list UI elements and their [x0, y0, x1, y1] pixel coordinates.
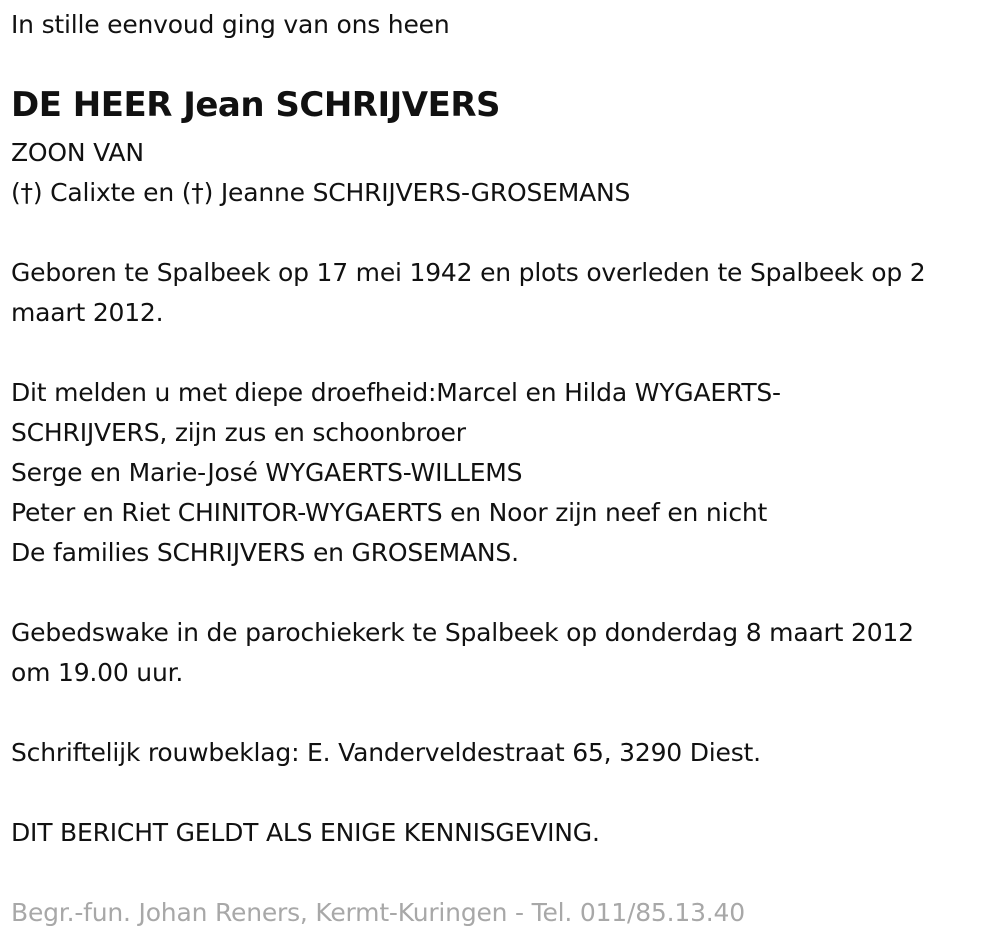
wake-line-1: Gebedswake in de parochiekerk te Spalbeek op donderdag 8 maart 2012 — [11, 618, 914, 647]
birth-death-line-2: maart 2012. — [11, 298, 164, 327]
announcers-line-3: Serge en Marie-José WYGAERTS-WILLEMS — [11, 458, 523, 487]
funeral-home-footer: Begr.-fun. Johan Reners, Kermt-Kuringen - Tel. 011/85.13.40 — [11, 898, 745, 927]
announcers-line-2: SCHRIJVERS, zijn zus en schoonbroer — [11, 418, 466, 447]
birth-death-line-1: Geboren te Spalbeek op 17 mei 1942 en plots overleden te Spalbeek op 2 — [11, 258, 926, 287]
deceased-name: DE HEER Jean SCHRIJVERS — [11, 85, 500, 125]
relation-text: ZOON VAN — [11, 138, 144, 167]
intro-text: In stille eenvoud ging van ons heen — [11, 10, 450, 39]
wake-line-2: om 19.00 uur. — [11, 658, 184, 687]
condolences-text: Schriftelijk rouwbeklag: E. Vanderveldestraat 65, 3290 Diest. — [11, 738, 761, 767]
announcers-line-4: Peter en Riet CHINITOR-WYGAERTS en Noor zijn neef en nicht — [11, 498, 768, 527]
announcers-line-1: Dit melden u met diepe droefheid:Marcel en Hilda WYGAERTS- — [11, 378, 781, 407]
announcers-line-5: De families SCHRIJVERS en GROSEMANS. — [11, 538, 519, 567]
parents-text: (†) Calixte en (†) Jeanne SCHRIJVERS-GROSEMANS — [11, 178, 631, 207]
notice-text: DIT BERICHT GELDT ALS ENIGE KENNISGEVING. — [11, 818, 600, 847]
